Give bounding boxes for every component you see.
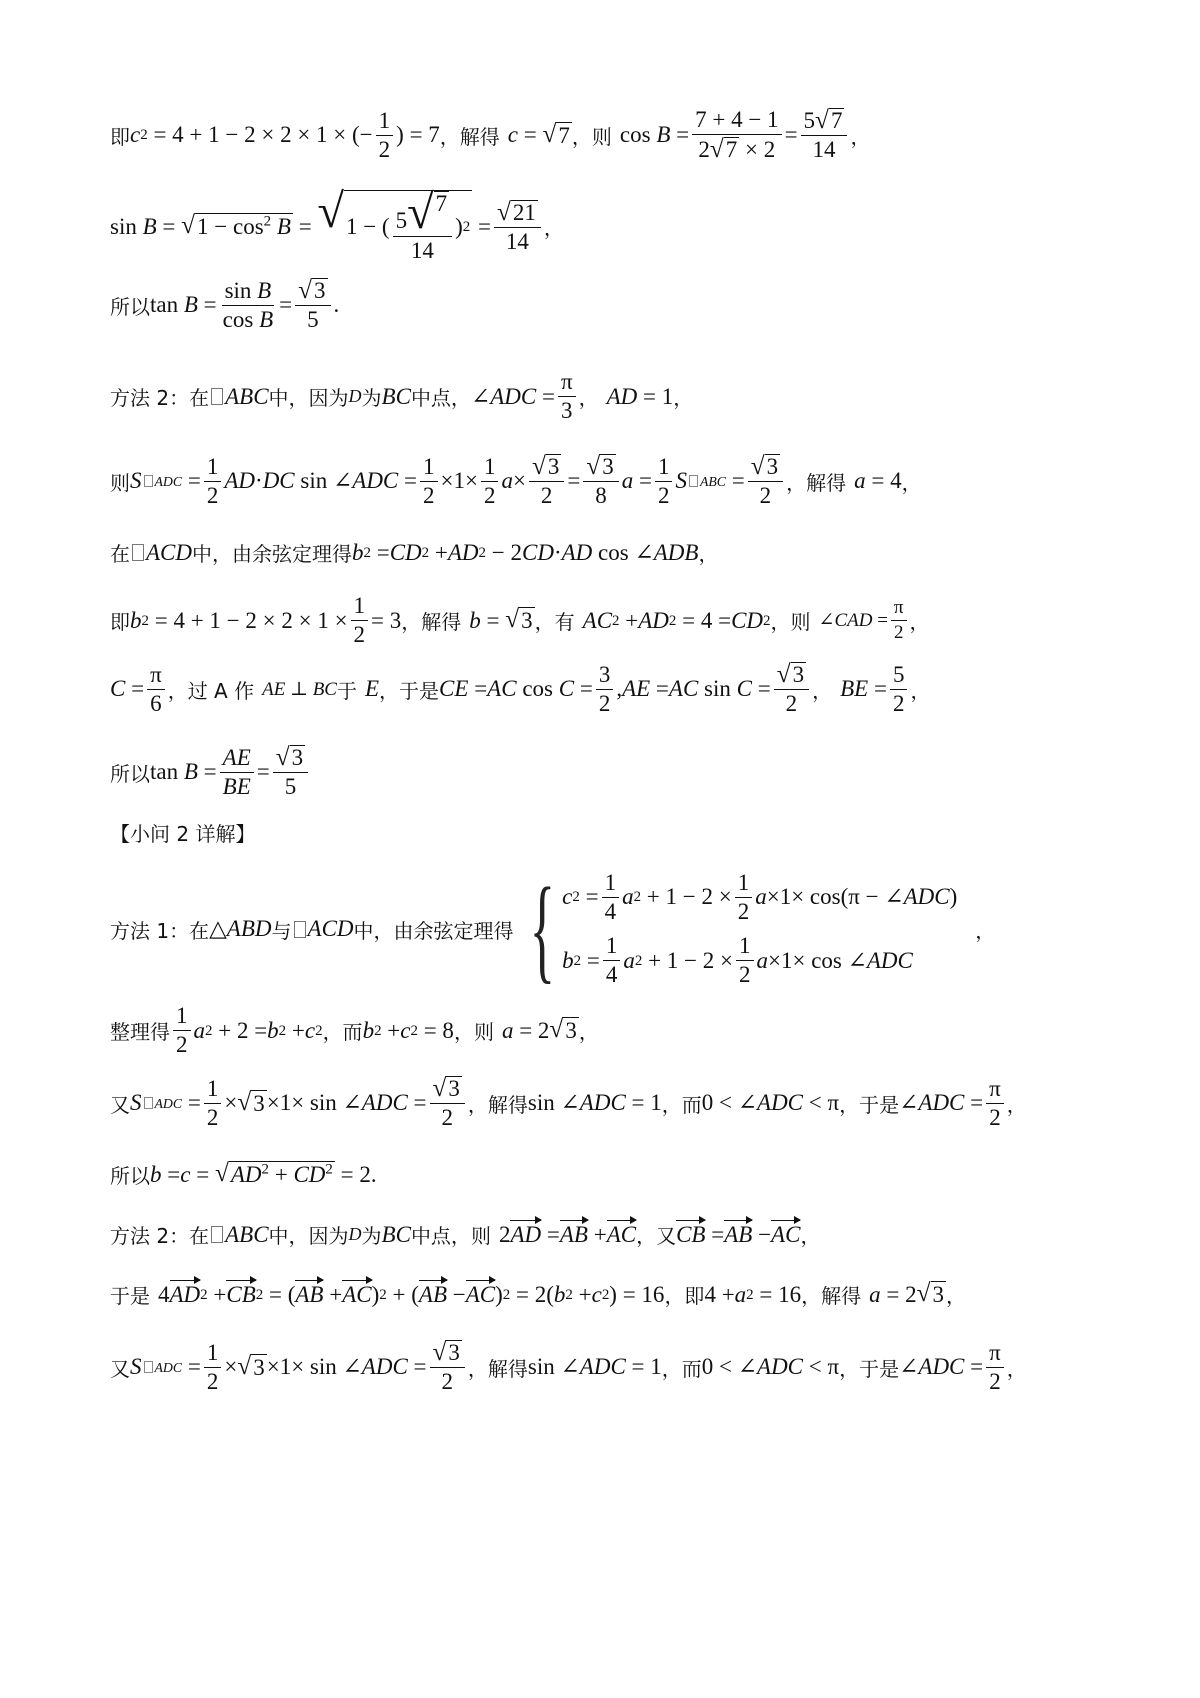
text-you2: 又 — [656, 1224, 677, 1248]
line-area-2: 又 S ADC = $\frac{1}{2}$ × √ 3 ×1× sin ∠ ADC = √ 3 2 ， 解得 sin ∠ ADC = 1 ，而 0 < ∠ ADC < π ，于是 ∠ ADC = $\frac{\pi}{2}$ ， — [110, 1338, 1027, 1395]
triangle-symbol — [211, 388, 223, 405]
text-period: . — [333, 292, 340, 318]
line-c-squared: 即 c 2 = 4 + 1 − 2 × 2 × 1 × (− $\frac{1}{2}$ ) = 7 ， 解得 c = √ 7 ， 则 cos B = 7 + 4 − 1 2 √ 7 × 2 = 5 √ 7 14 ， — [110, 106, 871, 164]
text-comma: ， — [467, 1092, 488, 1117]
line-method1-system: 方法 1：在 △ ABD 与 ACD 中，由余弦定理得 { c 2 = $\frac{1}{4}$ a 2 + 1 − 2 × $\frac{1}{2}$ a ×1× cos(π − ∠ ADC ) b 2 = $\frac{1}{4}$ a 2 + 1 − 2 × $\frac{1}{2}$ a ×1× cos ∠ ADC ， — [110, 863, 996, 994]
text-ze: 则 — [473, 1020, 494, 1045]
line-b-squared: 即 b 2 = 4 + 1 − 2 × 2 × 1 × $\frac{1}{2}$ = 3 ， 解得 b = √ 3 ， 有 AC 2 + AD 2 = 4 = CD 2 ， 则 ∠CAD = $\frac{\pi}{2}$ ， — [110, 593, 930, 648]
text-yuxian: 中，由余弦定理得 — [192, 542, 352, 566]
text-you2: 又 — [110, 1356, 130, 1381]
line-tanB-1: 所以 tan B = $\frac{\text{sin B}}{\text{cos B}}$ = √ 3 5 . — [110, 276, 340, 333]
text-comma: ， — [571, 124, 592, 149]
text-jiede: 解得 — [487, 1092, 528, 1117]
text-zhongdian: 中点， — [410, 1224, 471, 1248]
fraction-sinB-cosB: $\frac{\text{sin B}}{\text{cos B}}$ — [222, 277, 274, 332]
text-ji2: ，即 — [664, 1284, 705, 1308]
section-heading — [110, 818, 1140, 847]
line-method2-vectors: 方法 2：在 ABC 中，因为 D 为 BC 中点， 则 2 AD = AB + AC ， 又 CB = AB − AC ， — [110, 1221, 821, 1248]
text-wei: 为 — [361, 386, 382, 411]
text-comma: ， — [578, 1020, 599, 1045]
line-area-ADC: 则 S ADC = $\frac{1}{2}$ AD · DC sin ∠ ADC = $\frac{1}{2}$ ×1× $\frac{1}{2}$ a × √ 3 2 = √ 3 8 a = $\frac{1}{2}$ S ABC = √ 3 2 ， 解得 a = 4 ， — [110, 452, 922, 509]
line-C-pi6: C = $\frac{\pi}{6}$ ，过 A 作 AE ⊥ BC 于 E ，于是 CE = AC cos C = $\frac{3}{2}$ , AE = AC sin C = √ 3 2 ， BE = $\frac{5}{2}$ ， — [110, 660, 931, 717]
text-comma: ， — [909, 610, 930, 635]
fraction-pi-3: $\frac{\pi}{3}$ — [558, 370, 576, 423]
text-comma: ， — [901, 470, 922, 495]
text-zhongdian: 中点， — [410, 386, 471, 411]
text-wei: 为 — [361, 1224, 382, 1248]
text-jiede: 解得 — [487, 1356, 528, 1381]
equation-system: { c 2 = $\frac{1}{4}$ a 2 + 1 − 2 × $\frac{1}{2}$ a ×1× cos(π − ∠ ADC ) b 2 = $\frac{1}{4}$ a 2 + 1 − 2 × $\frac{1}{2}$ a ×1× cos ∠ ADC — [529, 863, 958, 994]
text-method2: 方法 2：在 — [110, 1224, 210, 1248]
text-comma: ， — [910, 678, 931, 703]
text-yushi2: ，于是 — [839, 1092, 900, 1117]
text-comma: ， — [850, 124, 871, 149]
text-method1: 方法 1：在 — [110, 918, 210, 943]
text-comma: ， — [534, 610, 555, 635]
text-ji: 即 — [110, 610, 130, 635]
text-comma: ， — [1006, 1356, 1027, 1381]
text-period: . — [370, 1161, 377, 1187]
line-sinB: sin B = √ $1 - \cos^2 B$ = √ 1 − ( 5 √ 7 14 ) 2 = √ 21 14 ， — [110, 185, 564, 264]
text-comma: ， — [467, 1356, 488, 1381]
fraction-sqrt21-14: √ 21 14 — [494, 200, 541, 254]
text-ze: 则 — [790, 610, 811, 635]
text-yu: 于 — [336, 678, 357, 703]
fraction-one-half: $\frac{1}{2}$ — [376, 109, 394, 162]
text-comma: ， — [786, 470, 807, 495]
text-zhengli: 整理得 — [110, 1020, 170, 1045]
text-yuxian: 中，由余弦定理得 — [353, 918, 514, 943]
text-you: 有 — [554, 610, 575, 635]
text-er2: ，而 — [661, 1356, 702, 1381]
text-comma: ， — [975, 918, 996, 943]
text-comma: ， — [578, 386, 599, 411]
line-b-c: 所以 b = c = √ $AD^2 + CD^2$ = 2 . — [110, 1159, 377, 1188]
text-comma: ， — [401, 610, 422, 635]
text-jiede: 解得 — [806, 470, 847, 495]
text-ze: 则 — [591, 124, 612, 149]
text-er2: ，而 — [661, 1092, 702, 1117]
text-comma: ， — [636, 1224, 657, 1248]
text-er: ，而 — [322, 1020, 363, 1045]
text-jiede: 解得 — [459, 124, 500, 149]
text-comma: ， — [453, 1020, 474, 1045]
text-you2: 又 — [110, 1092, 130, 1117]
text-comma: ， — [770, 610, 791, 635]
line-area-1: 又 S ADC = $\frac{1}{2}$ × √ 3 ×1× sin ∠ ADC = √ 3 2 ， 解得 sin ∠ ADC = 1 ，而 0 < ∠ ADC < π ，于是 ∠ ADC = $\frac{\pi}{2}$ ， — [110, 1074, 1027, 1131]
line-method2-setup: 方法 2：在 ABC 中，因为 D 为 BC 中点， ∠ ADC = $\frac{\pi}{3}$ ， AD = 1 ， — [110, 369, 694, 424]
text-yushi: ，于是 — [379, 678, 440, 703]
text-yu-conj: 与 — [271, 918, 292, 943]
heading-part2: 【小问 2 详解】 — [110, 822, 256, 846]
text-comma: ， — [1006, 1092, 1027, 1117]
text-comma: ， — [801, 1284, 822, 1308]
text-suoyi: 所以 — [110, 761, 150, 786]
line-cosine-law-ACD: 在 ACD 中，由余弦定理得 b 2 = CD 2 + AD 2 − 2 CD · AD cos ∠ ADB ， — [110, 539, 719, 566]
text-method2: 方法 2：在 — [110, 386, 210, 411]
text-ji: 即 — [110, 124, 130, 149]
fraction-5sqrt7-14: 5 √ 7 14 — [801, 108, 848, 162]
line-zhengli: 整理得 $\frac{1}{2}$ a 2 + 2 = b 2 + c 2 ，而 b 2 + c 2 = 8 ， 则 a = 2 √ 3 ， — [110, 1003, 599, 1058]
text-comma: ， — [946, 1284, 966, 1308]
text-comma: ， — [812, 678, 833, 703]
text-jiede: 解得 — [821, 1284, 862, 1308]
text-suoyi: 所以 — [110, 294, 150, 319]
text-zhong-yin: 中，因为 — [268, 1224, 349, 1248]
text-ze: 则 — [110, 470, 130, 495]
text-yushi2: ，于是 — [839, 1356, 900, 1381]
text-comma: ， — [698, 542, 719, 566]
text-comma: ， — [800, 1224, 821, 1248]
text-yushi3: 于是 — [110, 1284, 150, 1308]
text-comma: ， — [673, 386, 694, 411]
text-zai: 在 — [110, 542, 130, 566]
text-suoyi: 所以 — [110, 1164, 150, 1188]
text-comma: ， — [543, 216, 564, 241]
text-guo-a: ，过 A 作 — [167, 678, 255, 703]
fraction-sqrt3-5: √ 3 5 — [295, 278, 330, 332]
text-jiede: 解得 — [421, 610, 462, 635]
text-zhong-yin: 中，因为 — [268, 386, 349, 411]
text-ze: 则 — [470, 1224, 491, 1248]
line-tanB-2: 所以 tan B = $\frac{AE}{BE}$ = √ 3 5 — [110, 745, 1140, 799]
fraction-cosB: 7 + 4 − 1 2 √ 7 × 2 — [692, 108, 781, 162]
line-vector-identity: 于是 4 AD 2 + CB 2 = ( AB + AC ) 2 + ( AB − AC ) 2 = 2( b 2 + c 2 ) = 16 ，即 4 + a 2 = 16 ， 解得 a = 2 √ 3 ， — [110, 1279, 966, 1308]
text-comma: ， — [439, 124, 460, 149]
